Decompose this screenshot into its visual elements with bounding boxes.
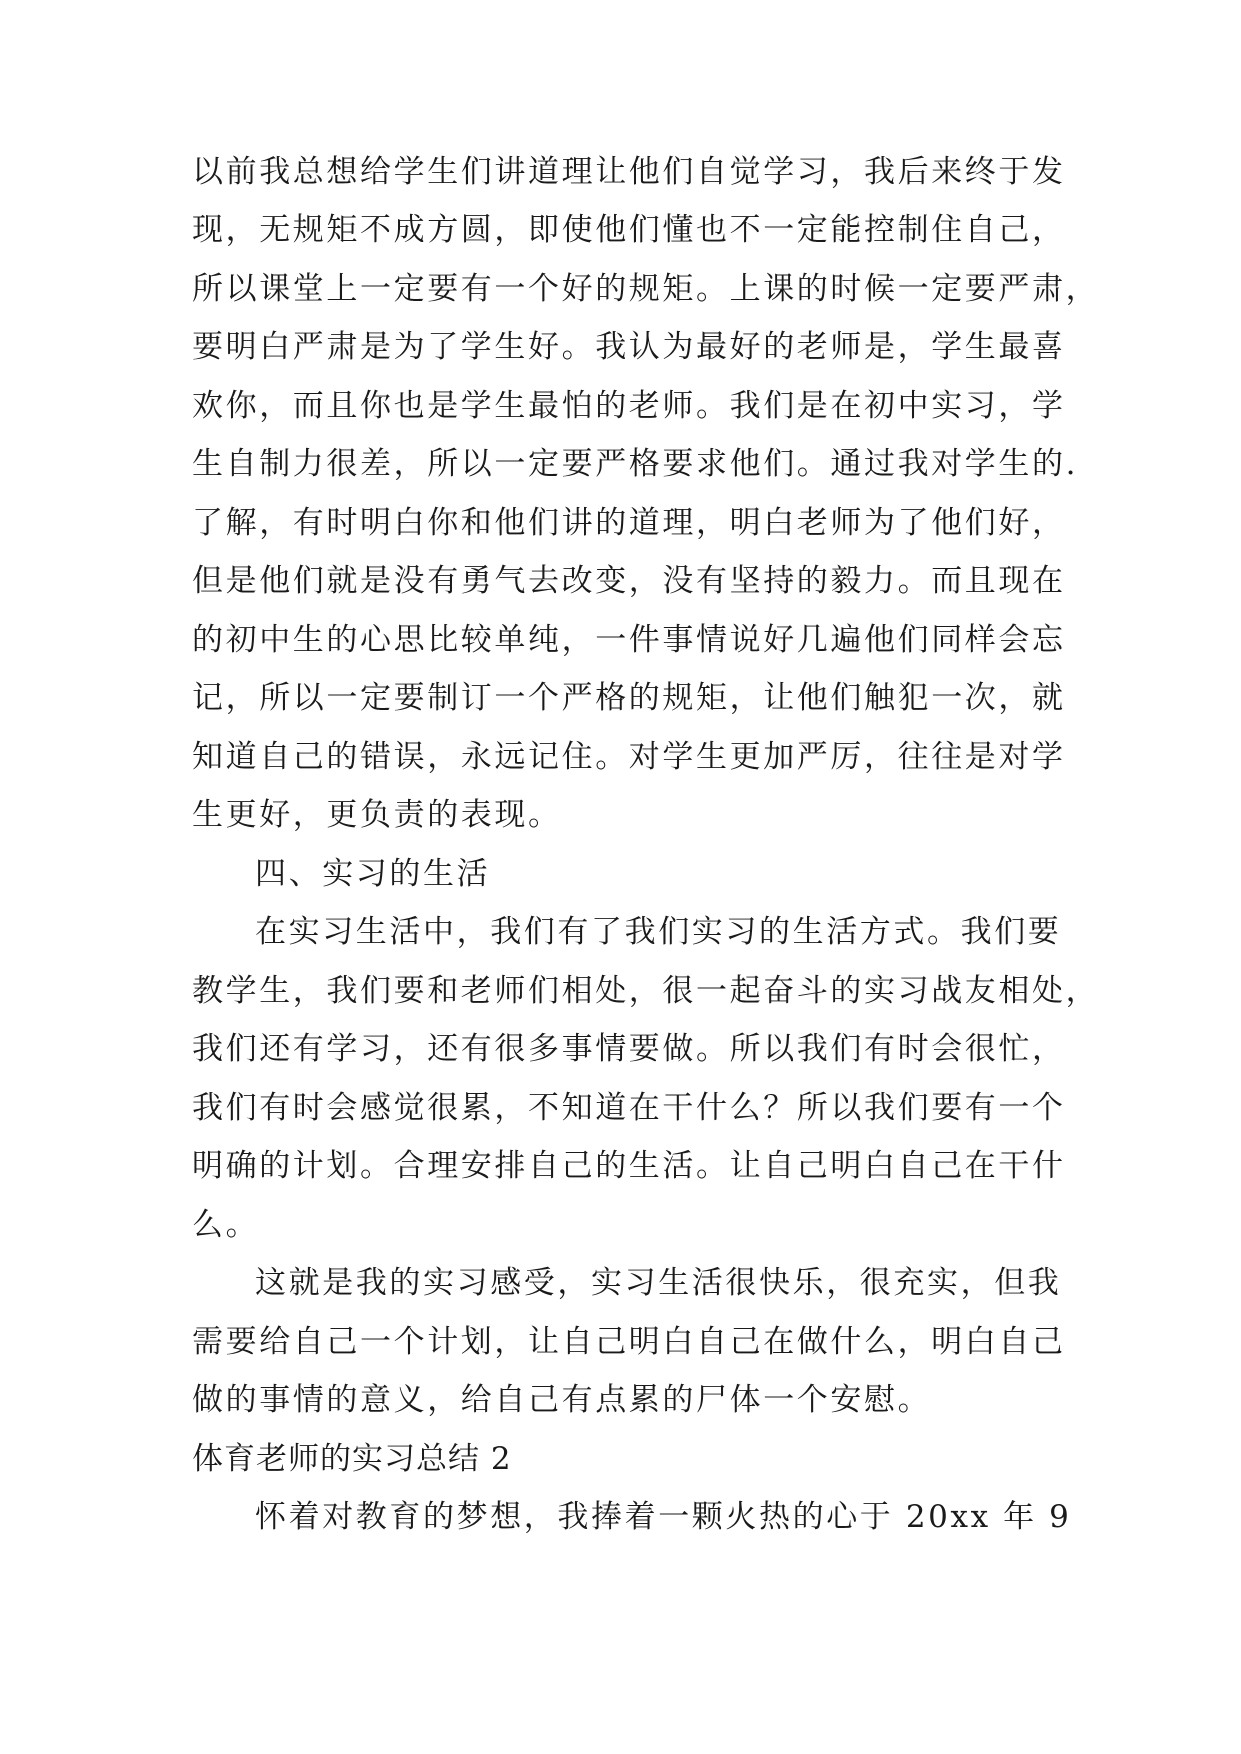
paragraph-line: 我们有时会感觉很累，不知道在干什么？所以我们要有一个 bbox=[192, 1090, 1066, 1126]
paragraph-line: 明确的计划。合理安排自己的生活。让自己明白自己在干什 bbox=[192, 1148, 1066, 1184]
paragraph-line: 记，所以一定要制订一个严格的规矩，让他们触犯一次，就 bbox=[192, 680, 1066, 716]
paragraph-line: 现，无规矩不成方圆，即使他们懂也不一定能控制住自己， bbox=[192, 212, 1066, 248]
document-heading: 体育老师的实习总结 2 bbox=[192, 1441, 512, 1477]
paragraph-line: 需要给自己一个计划，让自己明白自己在做什么，明白自己 bbox=[192, 1324, 1066, 1360]
paragraph-line: 教学生，我们要和老师们相处，很一起奋斗的实习战友相处， bbox=[192, 973, 1100, 1009]
paragraph-line: 怀着对教育的梦想，我捧着一颗火热的心于 20xx 年 9 bbox=[255, 1499, 1072, 1535]
paragraph-line: 在实习生活中，我们有了我们实习的生活方式。我们要 bbox=[255, 914, 1062, 950]
paragraph-line: 知道自己的错误，永远记住。对学生更加严厉，往往是对学 bbox=[192, 739, 1066, 775]
paragraph-line: 所以课堂上一定要有一个好的规矩。上课的时候一定要严肃， bbox=[192, 271, 1100, 307]
paragraph-line: 但是他们就是没有勇气去改变，没有坚持的毅力。而且现在 bbox=[192, 563, 1066, 599]
paragraph-line: 的初中生的心思比较单纯，一件事情说好几遍他们同样会忘 bbox=[192, 622, 1066, 658]
paragraph-line: 要明白严肃是为了学生好。我认为最好的老师是，学生最喜 bbox=[192, 329, 1066, 365]
paragraph-line: 生更好，更负责的表现。 bbox=[192, 797, 562, 833]
paragraph-line: 生自制力很差，所以一定要严格要求他们。通过我对学生的. bbox=[192, 446, 1079, 482]
paragraph-line: 这就是我的实习感受，实习生活很快乐，很充实，但我 bbox=[255, 1265, 1062, 1301]
paragraph-line: 以前我总想给学生们讲道理让他们自觉学习，我后来终于发 bbox=[192, 154, 1066, 190]
paragraph-line: 我们还有学习，还有很多事情要做。所以我们有时会很忙， bbox=[192, 1031, 1066, 1067]
paragraph-line: 了解，有时明白你和他们讲的道理，明白老师为了他们好， bbox=[192, 505, 1066, 541]
paragraph-line: 欢你，而且你也是学生最怕的老师。我们是在初中实习，学 bbox=[192, 388, 1066, 424]
section-heading: 四、实习的生活 bbox=[255, 856, 491, 892]
paragraph-line: 做的事情的意义，给自己有点累的尸体一个安慰。 bbox=[192, 1382, 932, 1418]
paragraph-line: 么。 bbox=[192, 1207, 260, 1243]
